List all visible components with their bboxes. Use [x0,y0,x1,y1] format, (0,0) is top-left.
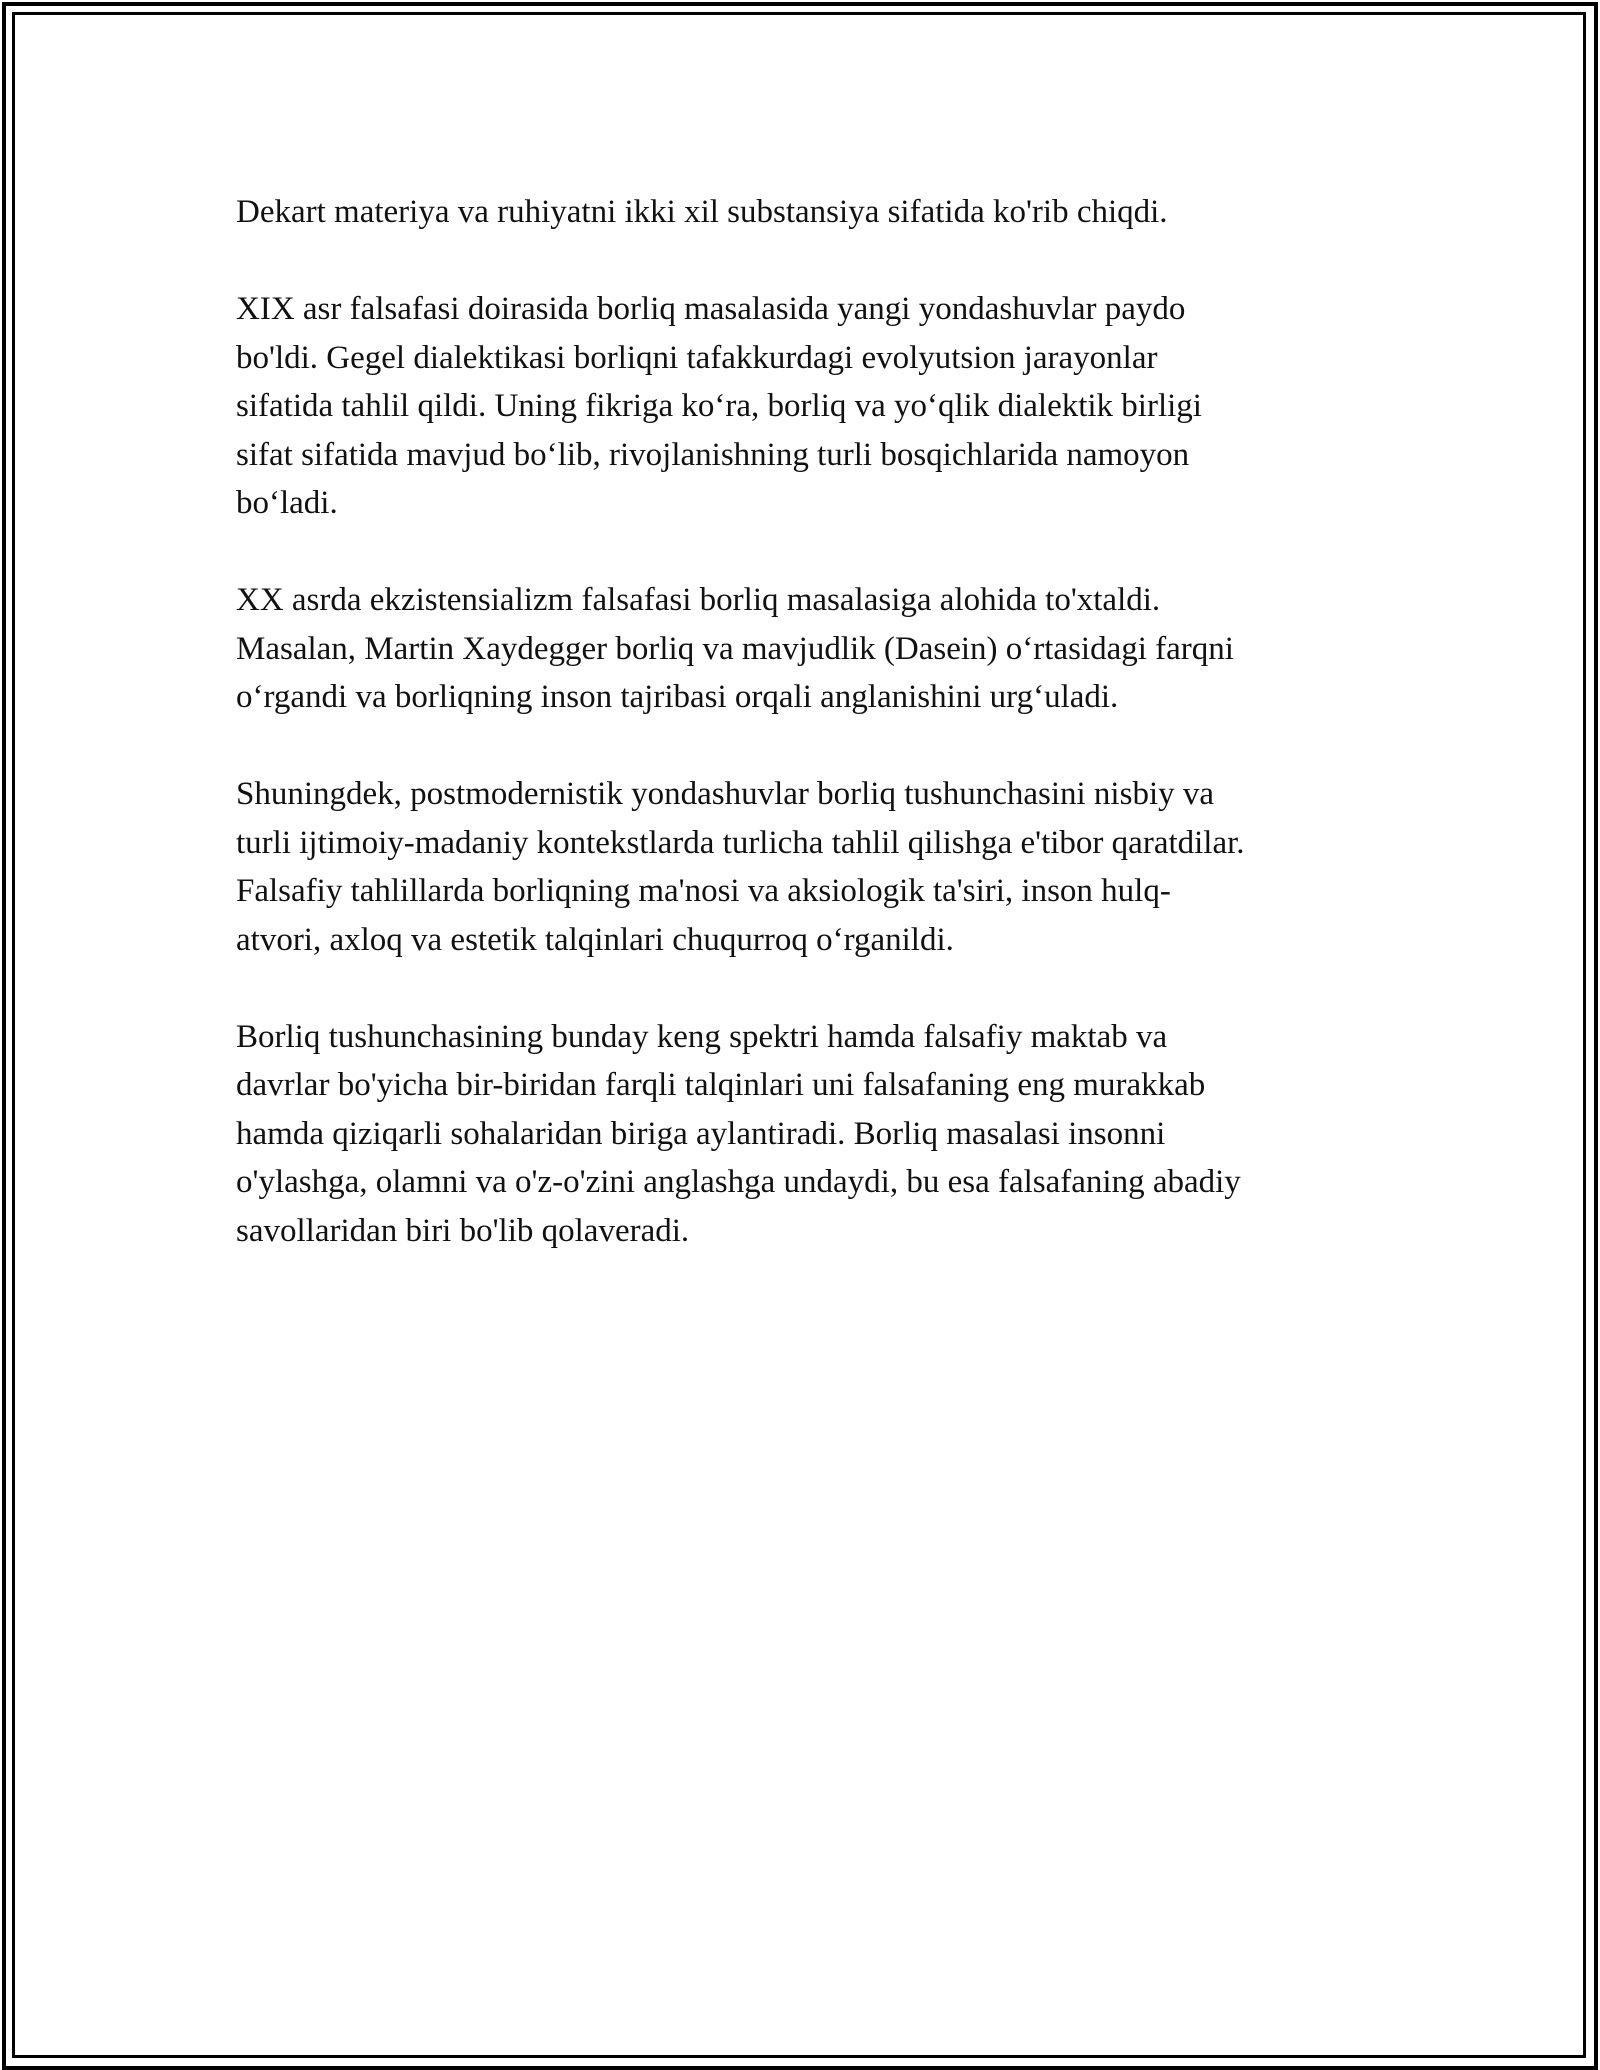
paragraph-conclusion: Borliq tushunchasining bunday keng spektri hamda falsafiy maktab va davrlar bo'yicha bir-biridan farqli talqinlari uni falsafaning eng murakkab hamda qiziqarli sohalaridan biriga aylantiradi. Borliq masalasi insonni o'ylashga, olamni va o'z-o'zini anglashga undaydi, bu esa falsafaning abadiy savollaridan biri bo'lib qolaveradi. [236,1018,1241,1249]
document-body [236,188,1366,1304]
paragraph-postmodernism: Shuningdek, postmodernistik yondashuvlar borliq tushunchasini nisbiy va turli ijtimoiy-madaniy kontekstlarda turlicha tahlil qilishga e'tibor qaratdilar. Falsafiy tahlillarda borliqning ma'nosi va aksiologik ta'siri, inson hulq- atvori, axloq va estetik talqinlari chuqurroq o‘rganildi. [236,776,1245,958]
paragraph-19th-century: XIX asr falsafasi doirasida borliq masalasida yangi yondashuvlar paydo bo'ldi. Gegel dialektikasi borliqni tafakkurdagi evolyutsion jarayonlar sifatida tahlil qildi. Uning fikriga ko‘ra, borliq va yo‘qlik dialektik birligi sifat sifatida mavjud bo‘lib, rivojlanishning turli bosqichlarida namoyon bo‘ladi. [236,291,1202,521]
paragraph-descartes: Dekart materiya va ruhiyatni ikki xil substansiya sifatida ko'rib chiqdi. [236,194,1168,230]
paragraph-existentialism: XX asrda ekzistensializm falsafasi borliq masalasiga alohida to'xtaldi. Masalan, Martin Xaydegger borliq va mavjudlik (Dasein) o‘rtasidagi farqni o‘rgandi va borliqning inson tajribasi orqali anglanishini urg‘uladi. [236,582,1234,715]
